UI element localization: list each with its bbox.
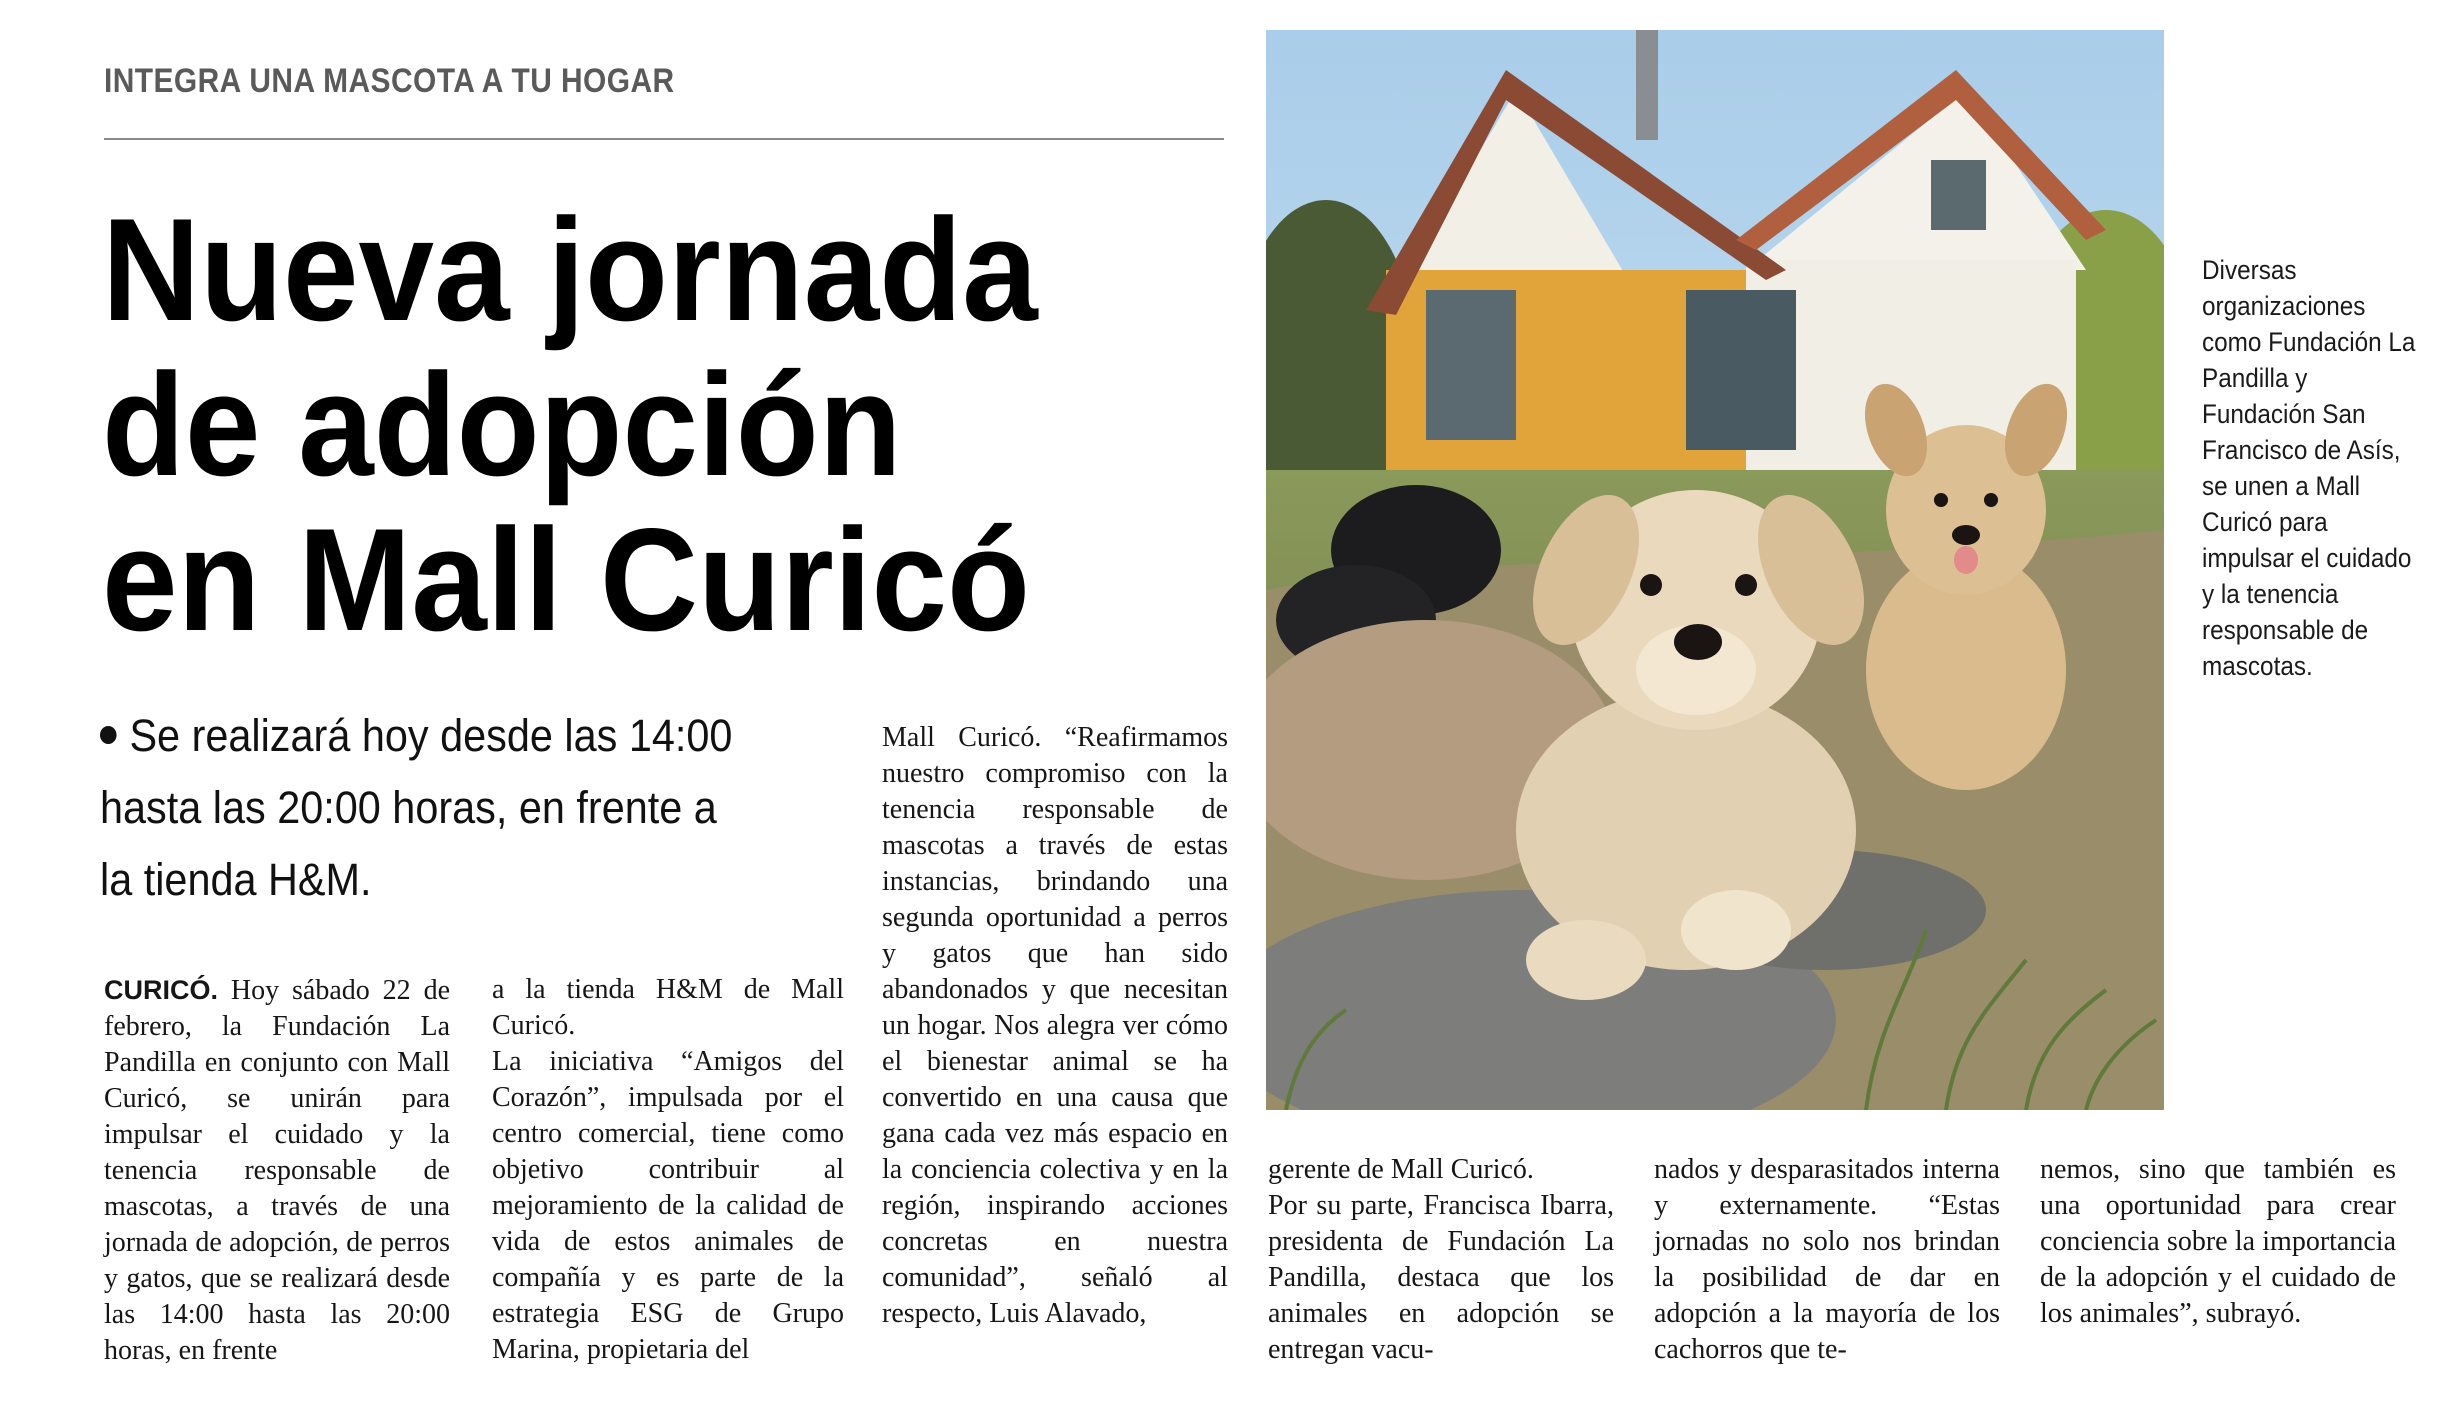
body-paragraph: Mall Curicó. “Reafirmamos nuestro compromiso con la tenencia responsable de mascotas a través de estas instancias, brindando una segunda oportunidad a perros y gatos que han sido abandonados y que necesitan un hogar. Nos alegra ver cómo el bienestar animal se ha convertido en una causa que gana cada vez más espacio en la conciencia colectiva y en la región, inspirando acciones concretas en nuestra comunidad”, señaló al respecto, Luis Alavado, — [882, 722, 1228, 1329]
deck-line-2: hasta las 20:00 horas, en frente a — [100, 782, 717, 833]
body-column-1 — [104, 972, 450, 1369]
bullet-icon — [100, 726, 117, 744]
body-paragraph: a la tienda H&M de Mall Curicó. — [492, 974, 844, 1041]
deck-line-3: la tienda H&M. — [100, 854, 372, 905]
body-column-5 — [1654, 1152, 2000, 1368]
body-paragraph: nemos, sino que también es una oportunidad para crear conciencia sobre la importancia de la adopción y el cuidado de los animales”, subrayó. — [2040, 1154, 2396, 1329]
headline-line-1: Nueva jornada — [102, 188, 1038, 351]
section-kicker: INTEGRA UNA MASCOTA A TU HOGAR — [104, 62, 675, 100]
body-column-4 — [1268, 1152, 1614, 1368]
dateline: CURICÓ. — [104, 975, 218, 1005]
headline-line-2: de adopción — [102, 343, 902, 506]
kicker-divider — [104, 138, 1224, 140]
body-paragraph: nados y desparasitados interna y externamente. “Estas jornadas no solo nos brindan la posibilidad de dar en adopción a la mayoría de los cachorros que te- — [1654, 1154, 2000, 1365]
body-column-3 — [882, 720, 1228, 1332]
deck-line-1: Se realizará hoy desde las 14:00 — [100, 700, 799, 772]
body-column-2 — [492, 972, 844, 1368]
photo-caption: Diversas organizaciones como Fundación La Pandilla y Fundación San Francisco de Asís, se unen a Mall Curicó para impulsar el cuidado y la tenencia responsable de mascotas. — [2202, 255, 2416, 681]
headline — [102, 188, 1311, 661]
body-paragraph: gerente de Mall Curicó. — [1268, 1154, 1534, 1185]
body-paragraph: La iniciativa “Amigos del Corazón”, impulsada por el centro comercial, tiene como objetivo contribuir al mejoramiento de la calidad de vida de estos animales de compañía y es parte de la estrategia ESG de Grupo Marina, propietaria del — [492, 1046, 844, 1365]
body-column-6 — [2040, 1152, 2396, 1332]
headline-line-3: en Mall Curicó — [102, 498, 1030, 661]
body-paragraph: Por su parte, Francisca Ibarra, presidenta de Fundación La Pandilla, destaca que los animales en adopción se entregan vacu- — [1268, 1190, 1614, 1365]
deck-summary — [100, 700, 799, 916]
article-photo-puppies — [1266, 30, 2164, 1110]
body-text: Hoy sábado 22 de febrero, la Fundación La Pandilla en conjunto con Mall Curicó, se unirán para impulsar el cuidado y la tenencia responsable de mascotas, a través de una jornada de adopción, de perros y gatos, que se realizará desde las 14:00 hasta las 20:00 horas, en frente — [104, 975, 451, 1366]
